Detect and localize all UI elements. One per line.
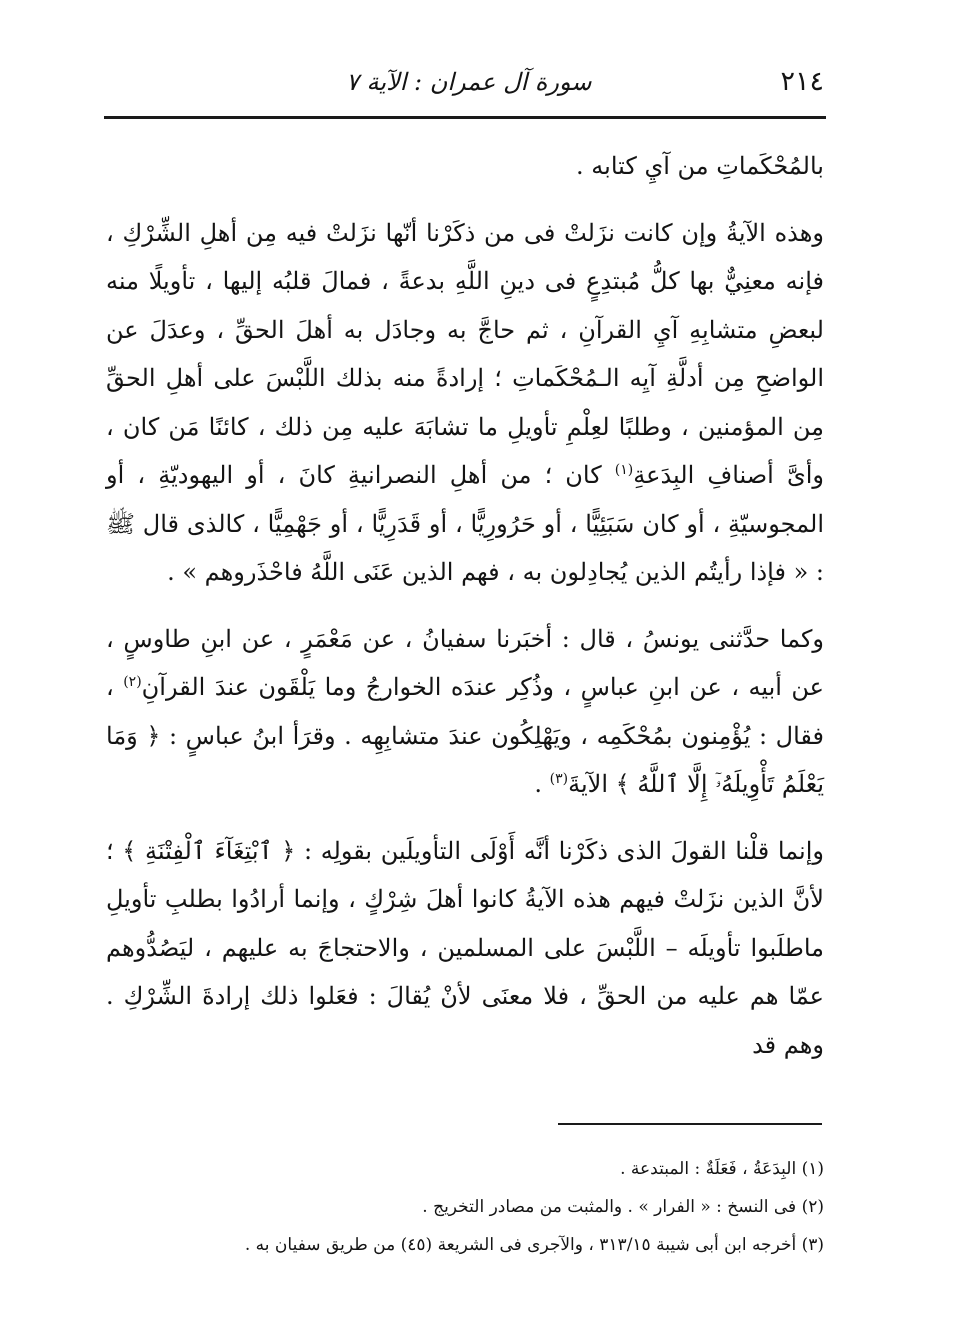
paragraph-3 <box>106 615 824 809</box>
paragraph-1 <box>106 142 824 191</box>
paragraph-2 <box>106 209 824 597</box>
footnote-divider <box>558 1123 822 1125</box>
page-header <box>104 62 824 106</box>
footnote-ref-3[interactable]: (٣) <box>549 771 569 787</box>
footnote-ref-1[interactable]: (١) <box>614 462 634 478</box>
page-number: ٢١٤ <box>780 66 824 97</box>
footnote-2: (٢) فى النسخ : « الفرار » . والمثبت من مصادر التخريج . <box>422 1197 824 1217</box>
paragraph-3-end: . <box>534 770 542 798</box>
paragraph-2-tail: كان ؛ من أهلِ النصرانيةِ كانَ ، أو اليهوديّةِ ، أو المجوسيّةِ ، أو كان سَبَئِيًّا ، أو حَرُورِيًّا ، أو قَدَرِيًّا ، أو جَهْمِيًّا ، كالذى قال ﷺ : « فإذا رأيتُم الذين يُجادِلون به ، فهم الذين عَنَى اللَّهُ فاحْذَروهم » . <box>106 461 824 586</box>
paragraph-2-text: وهذه الآيةُ وإن كانت نزَلتْ فى من ذكَرْنا أنّها نزَلتْ فيه مِن أهلِ الشِّرْكِ ، فإنه معنِيٌّ بها كلُّ مُبتدِعٍ فى دينِ اللَّهِ بدعةً ، فمالَ قلبُه إليها ، تأويلًا منه لبعضِ متشابِهِ آيِ القرآنِ ، ثم حاجَّ به وجادَل به أهلَ الحقِّ ، وعدَلَ عن الواضحِ مِن أدلَّةِ آيِه الـمُحْكَماتِ ؛ إرادةً منه بذلك اللَّبْسَ على أهلِ الحقِّ مِن المؤمنين ، وطلبًا لعِلْمِ تأويلِ ما تشابَهَ عليه مِن ذلك ، كائنًا مَن كان ، وأىَّ أصنافِ البِدَعةِ <box>106 218 824 489</box>
footnote-1: (١) البِدَعَةُ ، فَعَلَةٌ : المبتدعة . <box>620 1159 824 1179</box>
header-divider <box>104 116 826 119</box>
main-text <box>106 142 824 1069</box>
paragraph-4 <box>106 827 824 1070</box>
paragraph-3-text: وكما حدَّثنى يونسُ ، قال : أخبَرنا سفيانُ ، عن مَعْمَرٍ ، عن ابنِ طاوسٍ ، عن أبيه ، عن ابنِ عباسٍ ، وذُكِر عندَه الخوارجُ وما يَلْقَون عندَ القرآنِ <box>106 624 824 701</box>
running-title: سورة آل عمران : الآية ٧ <box>346 68 592 96</box>
footnote-ref-2[interactable]: (٢) <box>123 674 142 690</box>
paragraph-3-tail: ، فقال : يُؤْمِنون بمُحْكَمِه ، ويَهْلِكُون عندَ متشابِهِه . وقرَأ ابنُ عباسٍ : ﴿ وَمَا يَعْلَمُ تَأْوِيلَهُۥٓ إِلَّا ٱللَّهُ ﴾ الآيةَ <box>106 673 824 798</box>
paragraph-1-text: بالمُحْكَماتِ من آيِ كتابه . <box>576 152 824 180</box>
footnotes <box>104 1150 824 1264</box>
footnote-3: (٣) أخرجه ابن أبى شيبة ٣١٣/١٥ ، والآجرى فى الشريعة (٤٥) من طريق سفيان به . <box>244 1235 824 1255</box>
paragraph-4-text: وإنما قلْنا القولَ الذى ذكَرْنا أنَّه أَوْلَى التأويلَين بقولِه : ﴿ ٱبْتِغَآءَ ٱلْفِتْنَةِ ﴾ ؛ لأنَّ الذين نزَلتْ فيهم هذه الآيةُ كانوا أهلَ شِرْكٍ ، وإنما أرادُوا بطلبِ تأويلِ ماطلَبوا تأويلَه – اللَّبْسَ على المسلمين ، والاحتجاجَ به عليهم ، ليَصُدُّوهم عمّا هم عليه من الحقِّ ، فلا معنَى لأنْ يُقالَ : فعَلوا ذلك إرادةَ الشِّرْكِ . وهم قد <box>106 836 824 1059</box>
